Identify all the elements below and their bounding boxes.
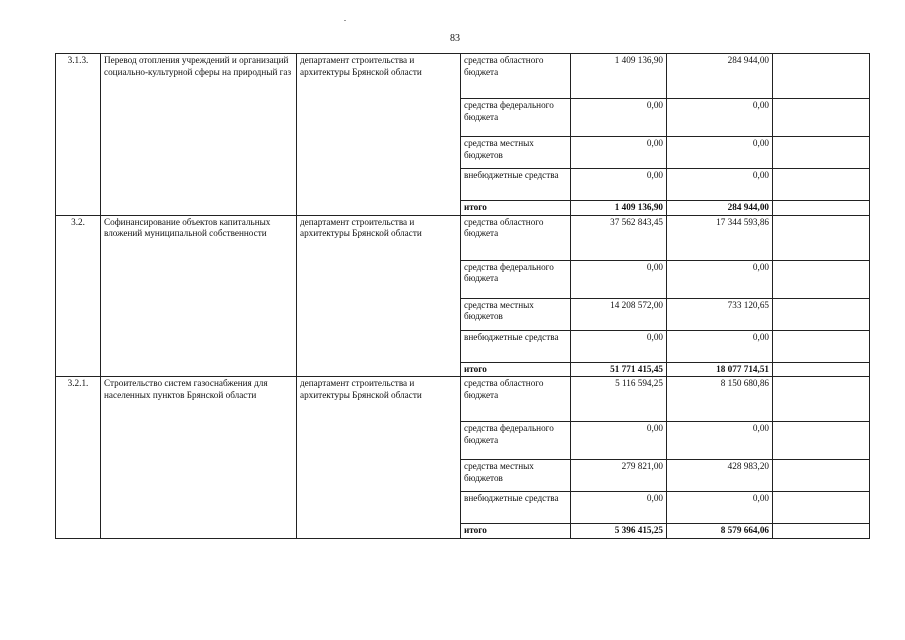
amount-cell-2: 284 944,00	[667, 54, 773, 99]
funding-source: средства местных бюджетов	[461, 137, 571, 169]
amount-cell-1: 279 821,00	[571, 460, 667, 492]
amount-cell-2: 428 983,20	[667, 460, 773, 492]
empty-cell	[773, 54, 870, 99]
table-row	[56, 377, 870, 422]
amount-cell-1: 1 409 136,90	[571, 54, 667, 99]
section-name: Строительство систем газоснабжения для населенных пунктов Брянской области	[101, 377, 297, 539]
amount-cell-2: 0,00	[667, 260, 773, 298]
funding-source: итого	[461, 524, 571, 539]
amount-cell-1: 0,00	[571, 169, 667, 201]
amount-cell-2: 0,00	[667, 422, 773, 460]
section-code: 3.2.1.	[56, 377, 101, 539]
empty-cell	[773, 377, 870, 422]
empty-cell	[773, 492, 870, 524]
amount-cell-1: 0,00	[571, 330, 667, 362]
scan-mark	[344, 20, 346, 21]
amount-cell-2: 17 344 593,86	[667, 215, 773, 260]
funding-source: средства федерального бюджета	[461, 99, 571, 137]
funding-source: средства федерального бюджета	[461, 422, 571, 460]
funding-source: средства областного бюджета	[461, 215, 571, 260]
section-code: 3.1.3.	[56, 54, 101, 216]
amount-cell-1: 0,00	[571, 492, 667, 524]
amount-cell-1: 1 409 136,90	[571, 201, 667, 216]
empty-cell	[773, 330, 870, 362]
empty-cell	[773, 422, 870, 460]
empty-cell	[773, 215, 870, 260]
amount-cell-2: 284 944,00	[667, 201, 773, 216]
empty-cell	[773, 460, 870, 492]
amount-cell-1: 14 208 572,00	[571, 298, 667, 330]
amount-cell-2: 8 579 664,06	[667, 524, 773, 539]
amount-cell-2: 0,00	[667, 99, 773, 137]
amount-cell-1: 37 562 843,45	[571, 215, 667, 260]
table-row	[56, 54, 870, 99]
page-number: 83	[450, 33, 460, 44]
amount-cell-2: 733 120,65	[667, 298, 773, 330]
amount-cell-1: 5 116 594,25	[571, 377, 667, 422]
table-row	[56, 215, 870, 260]
table-body	[56, 54, 870, 539]
amount-cell-2: 18 077 714,51	[667, 362, 773, 377]
funding-source: средства местных бюджетов	[461, 298, 571, 330]
section-name: Софинансирование объектов капитальных вложений муниципальной собственности	[101, 215, 297, 377]
empty-cell	[773, 169, 870, 201]
amount-cell-1: 0,00	[571, 422, 667, 460]
funding-source: средства областного бюджета	[461, 377, 571, 422]
funding-source: итого	[461, 201, 571, 216]
funding-source: средства федерального бюджета	[461, 260, 571, 298]
amount-cell-2: 8 150 680,86	[667, 377, 773, 422]
amount-cell-1: 5 396 415,25	[571, 524, 667, 539]
section-executor: департамент строительства и архитектуры Брянской области	[297, 215, 461, 377]
amount-cell-2: 0,00	[667, 330, 773, 362]
funding-source: итого	[461, 362, 571, 377]
funding-source: внебюджетные средства	[461, 330, 571, 362]
empty-cell	[773, 260, 870, 298]
amount-cell-1: 0,00	[571, 99, 667, 137]
amount-cell-2: 0,00	[667, 492, 773, 524]
empty-cell	[773, 362, 870, 377]
amount-cell-1: 0,00	[571, 260, 667, 298]
section-name: Перевод отопления учреждений и организаций социально-культурной сферы на природный газ	[101, 54, 297, 216]
amount-cell-1: 0,00	[571, 137, 667, 169]
amount-cell-2: 0,00	[667, 137, 773, 169]
amount-cell-2: 0,00	[667, 169, 773, 201]
funding-source: внебюджетные средства	[461, 169, 571, 201]
section-executor: департамент строительства и архитектуры Брянской области	[297, 54, 461, 216]
amount-cell-1: 51 771 415,45	[571, 362, 667, 377]
funding-source: внебюджетные средства	[461, 492, 571, 524]
empty-cell	[773, 99, 870, 137]
section-code: 3.2.	[56, 215, 101, 377]
empty-cell	[773, 524, 870, 539]
section-executor: департамент строительства и архитектуры Брянской области	[297, 377, 461, 539]
funding-source: средства областного бюджета	[461, 54, 571, 99]
empty-cell	[773, 298, 870, 330]
empty-cell	[773, 201, 870, 216]
empty-cell	[773, 137, 870, 169]
budget-table	[55, 53, 870, 539]
funding-source: средства местных бюджетов	[461, 460, 571, 492]
